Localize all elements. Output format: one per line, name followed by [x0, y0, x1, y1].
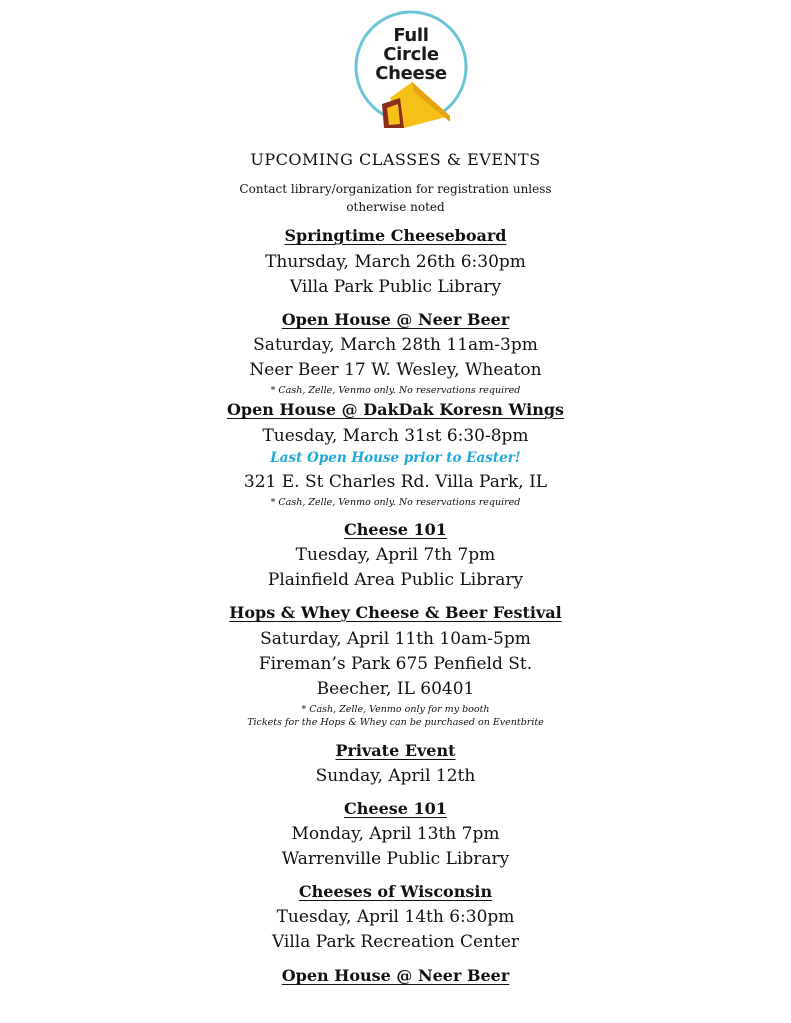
event-location: 321 E. St Charles Rd. Villa Park, IL: [243, 472, 548, 492]
event-date: Thursday, March 26th 6:30pm: [265, 252, 526, 272]
logo-line-3: Cheese: [375, 63, 447, 84]
event-location: Fireman’s Park 675 Penfield St.: [258, 654, 533, 674]
event-title: Open House @ Neer Beer: [281, 966, 510, 985]
event-date: Sunday, April 12th: [315, 766, 476, 786]
event-note: * Cash, Zelle, Venmo only. No reservations required: [270, 497, 521, 508]
event-title: Open House @ Neer Beer: [281, 310, 510, 329]
event-highlight: Last Open House prior to Easter!: [270, 450, 521, 466]
event-note: * Cash, Zelle, Venmo only for my booth: [301, 704, 490, 715]
logo-line-2: Circle: [383, 44, 439, 65]
event-title: Cheese 101: [344, 799, 447, 818]
event-title: Springtime Cheeseboard: [284, 226, 507, 245]
event-location: Warrenville Public Library: [281, 849, 510, 869]
logo-wordmark: [354, 26, 468, 83]
event-location: Neer Beer 17 W. Wesley, Wheaton: [249, 360, 542, 380]
event-date: Saturday, March 28th 11am-3pm: [253, 335, 538, 355]
intro-note-line-1: Contact library/organization for registration unless: [239, 182, 552, 196]
event-date: Saturday, April 11th 10am-5pm: [260, 629, 531, 649]
event-date: Tuesday, March 31st 6:30-8pm: [262, 426, 529, 446]
event-title: Cheeses of Wisconsin: [298, 882, 493, 901]
event-title: Hops & Whey Cheese & Beer Festival: [229, 603, 562, 622]
event-date: Tuesday, April 14th 6:30pm: [276, 907, 515, 927]
event-date: Tuesday, April 7th 7pm: [295, 545, 496, 565]
event-note-2: Tickets for the Hops & Whey can be purchased on Eventbrite: [247, 717, 544, 728]
event-title: Cheese 101: [344, 520, 447, 539]
event-title: Private Event: [335, 741, 456, 760]
full-circle-cheese-logo: [354, 10, 470, 132]
intro-note-line-2: otherwise noted: [346, 200, 445, 214]
event-location-line-2: Beecher, IL 60401: [316, 679, 475, 699]
event-note: * Cash, Zelle, Venmo only. No reservations required: [270, 385, 521, 396]
event-date: Monday, April 13th 7pm: [291, 824, 500, 844]
event-title: Open House @ DakDak Koresn Wings: [226, 400, 565, 419]
event-location: Villa Park Recreation Center: [271, 932, 520, 952]
event-location: Plainfield Area Public Library: [267, 570, 524, 590]
logo-line-1: Full: [393, 25, 429, 46]
page-title: UPCOMING CLASSES & EVENTS: [250, 150, 541, 169]
event-location: Villa Park Public Library: [289, 277, 502, 297]
